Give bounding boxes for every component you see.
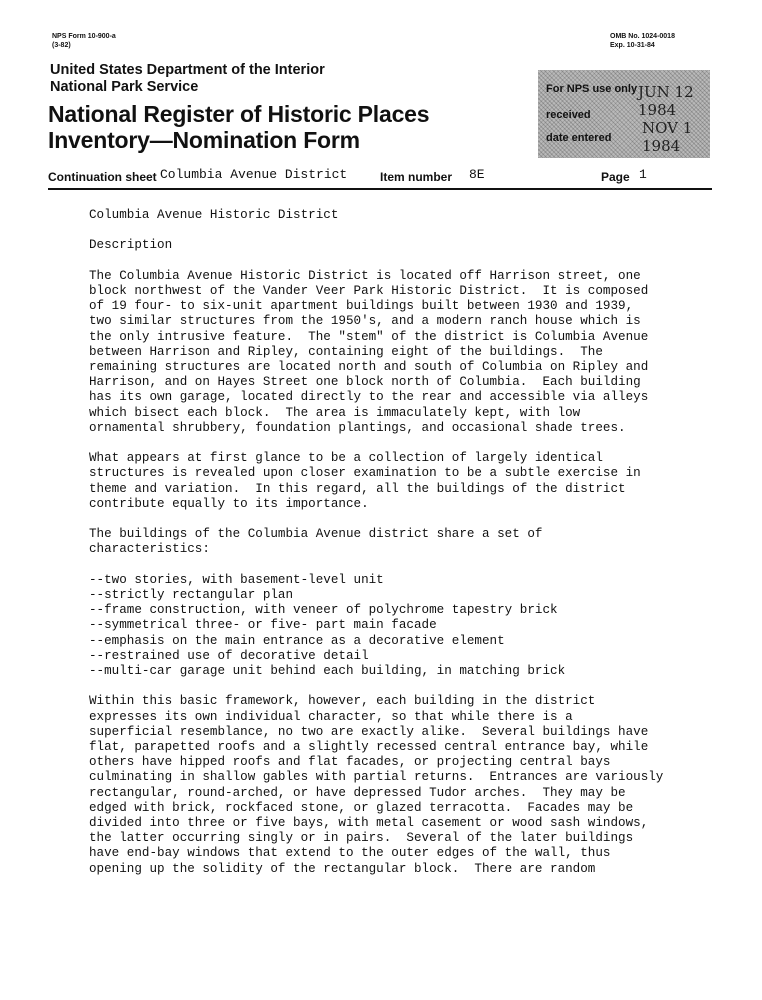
text-line: which bisect each block. The area is immaculately kept, with low bbox=[89, 405, 581, 420]
list-item: --emphasis on the main entrance as a decorative element bbox=[89, 633, 505, 648]
date-entered-stamp: NOV 1 1984 bbox=[642, 119, 693, 155]
text-line: contribute equally to its importance. bbox=[89, 496, 369, 511]
text-line: Harrison, and on Hayes Street one block north of Columbia. Each building bbox=[89, 375, 641, 390]
text-line: of 19 four- to six-unit apartment buildings built between 1930 and 1939, bbox=[89, 299, 634, 314]
text-line: flat, parapetted roofs and a slightly recessed central entrance bay, while bbox=[89, 740, 649, 755]
omb-info bbox=[610, 32, 675, 50]
item-number-label: Item number bbox=[380, 170, 453, 184]
list-item: --strictly rectangular plan bbox=[89, 588, 294, 602]
text-line: theme and variation. In this regard, all the buildings of the district bbox=[89, 481, 626, 496]
omb-expiration: Exp. 10-31-84 bbox=[610, 42, 655, 49]
text-line: Within this basic framework, however, each building in the district bbox=[89, 694, 596, 709]
text-line: edged with brick, rockfaced stone, or glazed terracotta. Facades may be bbox=[89, 800, 634, 815]
form-number: NPS Form 10-900-a bbox=[52, 33, 116, 40]
text-line: What appears at first glance to be a collection of largely identical bbox=[89, 451, 603, 466]
section-subheading: Description bbox=[89, 238, 173, 253]
text-line: structures is revealed upon closer examination to be a subtle exercise in bbox=[89, 466, 641, 481]
text-line: remaining structures are located north and south of Columbia on Ripley and bbox=[89, 360, 649, 374]
text-line: opening up the solidity of the rectangular block. There are random bbox=[89, 861, 596, 876]
text-line: the only intrusive feature. The "stem" of the district is Columbia Avenue bbox=[89, 329, 649, 344]
text-line: The buildings of the Columbia Avenue district share a set of bbox=[89, 527, 543, 542]
continuation-sheet-label: Continuation sheet bbox=[48, 170, 157, 184]
page-number-value: 1 bbox=[639, 167, 647, 182]
paragraph-characteristics-intro bbox=[89, 527, 689, 557]
date-entered-label: date entered bbox=[546, 132, 612, 144]
received-date-stamp: JUN 12 1984 bbox=[638, 83, 694, 119]
paragraph-variation bbox=[89, 694, 689, 876]
omb-number: OMB No. 1024-0018 bbox=[610, 33, 675, 40]
section-heading: Columbia Avenue Historic District bbox=[89, 208, 339, 222]
text-line: expresses its own individual character, so that while there is a bbox=[89, 709, 573, 724]
list-item: --frame construction, with veneer of polychrome tapestry brick bbox=[89, 603, 558, 618]
text-line: The Columbia Avenue Historic District is located off Harrison street, one bbox=[89, 268, 641, 283]
text-line: between Harrison and Ripley, containing eight of the buildings. The bbox=[89, 344, 603, 359]
form-title bbox=[48, 101, 429, 153]
text-line: culminating in shallow gables with partial returns. Entrances are variously bbox=[89, 770, 664, 785]
list-item: --multi-car garage unit behind each building, in matching brick bbox=[89, 664, 566, 679]
text-line: divided into three or five bays, with metal casement or wood sash windows, bbox=[89, 816, 649, 831]
continuation-sheet-value: Columbia Avenue District bbox=[160, 167, 348, 182]
form-title-line2: Inventory—Nomination Form bbox=[48, 127, 360, 153]
text-line: ornamental shrubbery, foundation plantings, and occasional shade trees. bbox=[89, 420, 626, 435]
received-label: received bbox=[546, 109, 591, 121]
department-name: United States Department of the Interior bbox=[50, 62, 325, 78]
page-label: Page bbox=[601, 170, 630, 184]
nps-use-only-label: For NPS use only bbox=[546, 83, 638, 95]
header-rule bbox=[48, 188, 712, 190]
form-revision: (3-82) bbox=[52, 42, 71, 49]
text-line: two similar structures from the 1950's, and a modern ranch house which is bbox=[89, 314, 641, 329]
paragraph-location bbox=[89, 269, 689, 436]
characteristics-list bbox=[89, 573, 689, 679]
paragraph-theme bbox=[89, 451, 689, 512]
list-item: --restrained use of decorative detail bbox=[89, 648, 369, 663]
text-line: characteristics: bbox=[89, 542, 210, 557]
form-title-line1: National Register of Historic Places bbox=[48, 101, 430, 127]
continuation-line bbox=[48, 165, 712, 185]
text-line: rectangular, round-arched, or have depressed Tudor arches. They may be bbox=[89, 785, 626, 800]
text-line: the latter occurring singly or in pairs. Several of the later buildings bbox=[89, 831, 634, 846]
document-body bbox=[89, 208, 689, 877]
text-line: have end-bay windows that extend to the outer edges of the wall, thus bbox=[89, 846, 611, 861]
text-line: others have hipped roofs and flat facades, or projecting central bays bbox=[89, 755, 611, 770]
form-identifier bbox=[52, 32, 116, 50]
text-line: has its own garage, located directly to the rear and accessible via alleys bbox=[89, 390, 649, 405]
list-item: --symmetrical three- or five- part main facade bbox=[89, 618, 437, 633]
nps-use-only-box bbox=[538, 70, 710, 158]
text-line: block northwest of the Vander Veer Park Historic District. It is composed bbox=[89, 283, 649, 298]
item-number-value: 8E bbox=[469, 167, 485, 182]
text-line: superficial resemblance, no two are exactly alike. Several buildings have bbox=[89, 724, 649, 739]
list-item: --two stories, with basement-level unit bbox=[89, 572, 384, 587]
service-name: National Park Service bbox=[50, 79, 199, 95]
